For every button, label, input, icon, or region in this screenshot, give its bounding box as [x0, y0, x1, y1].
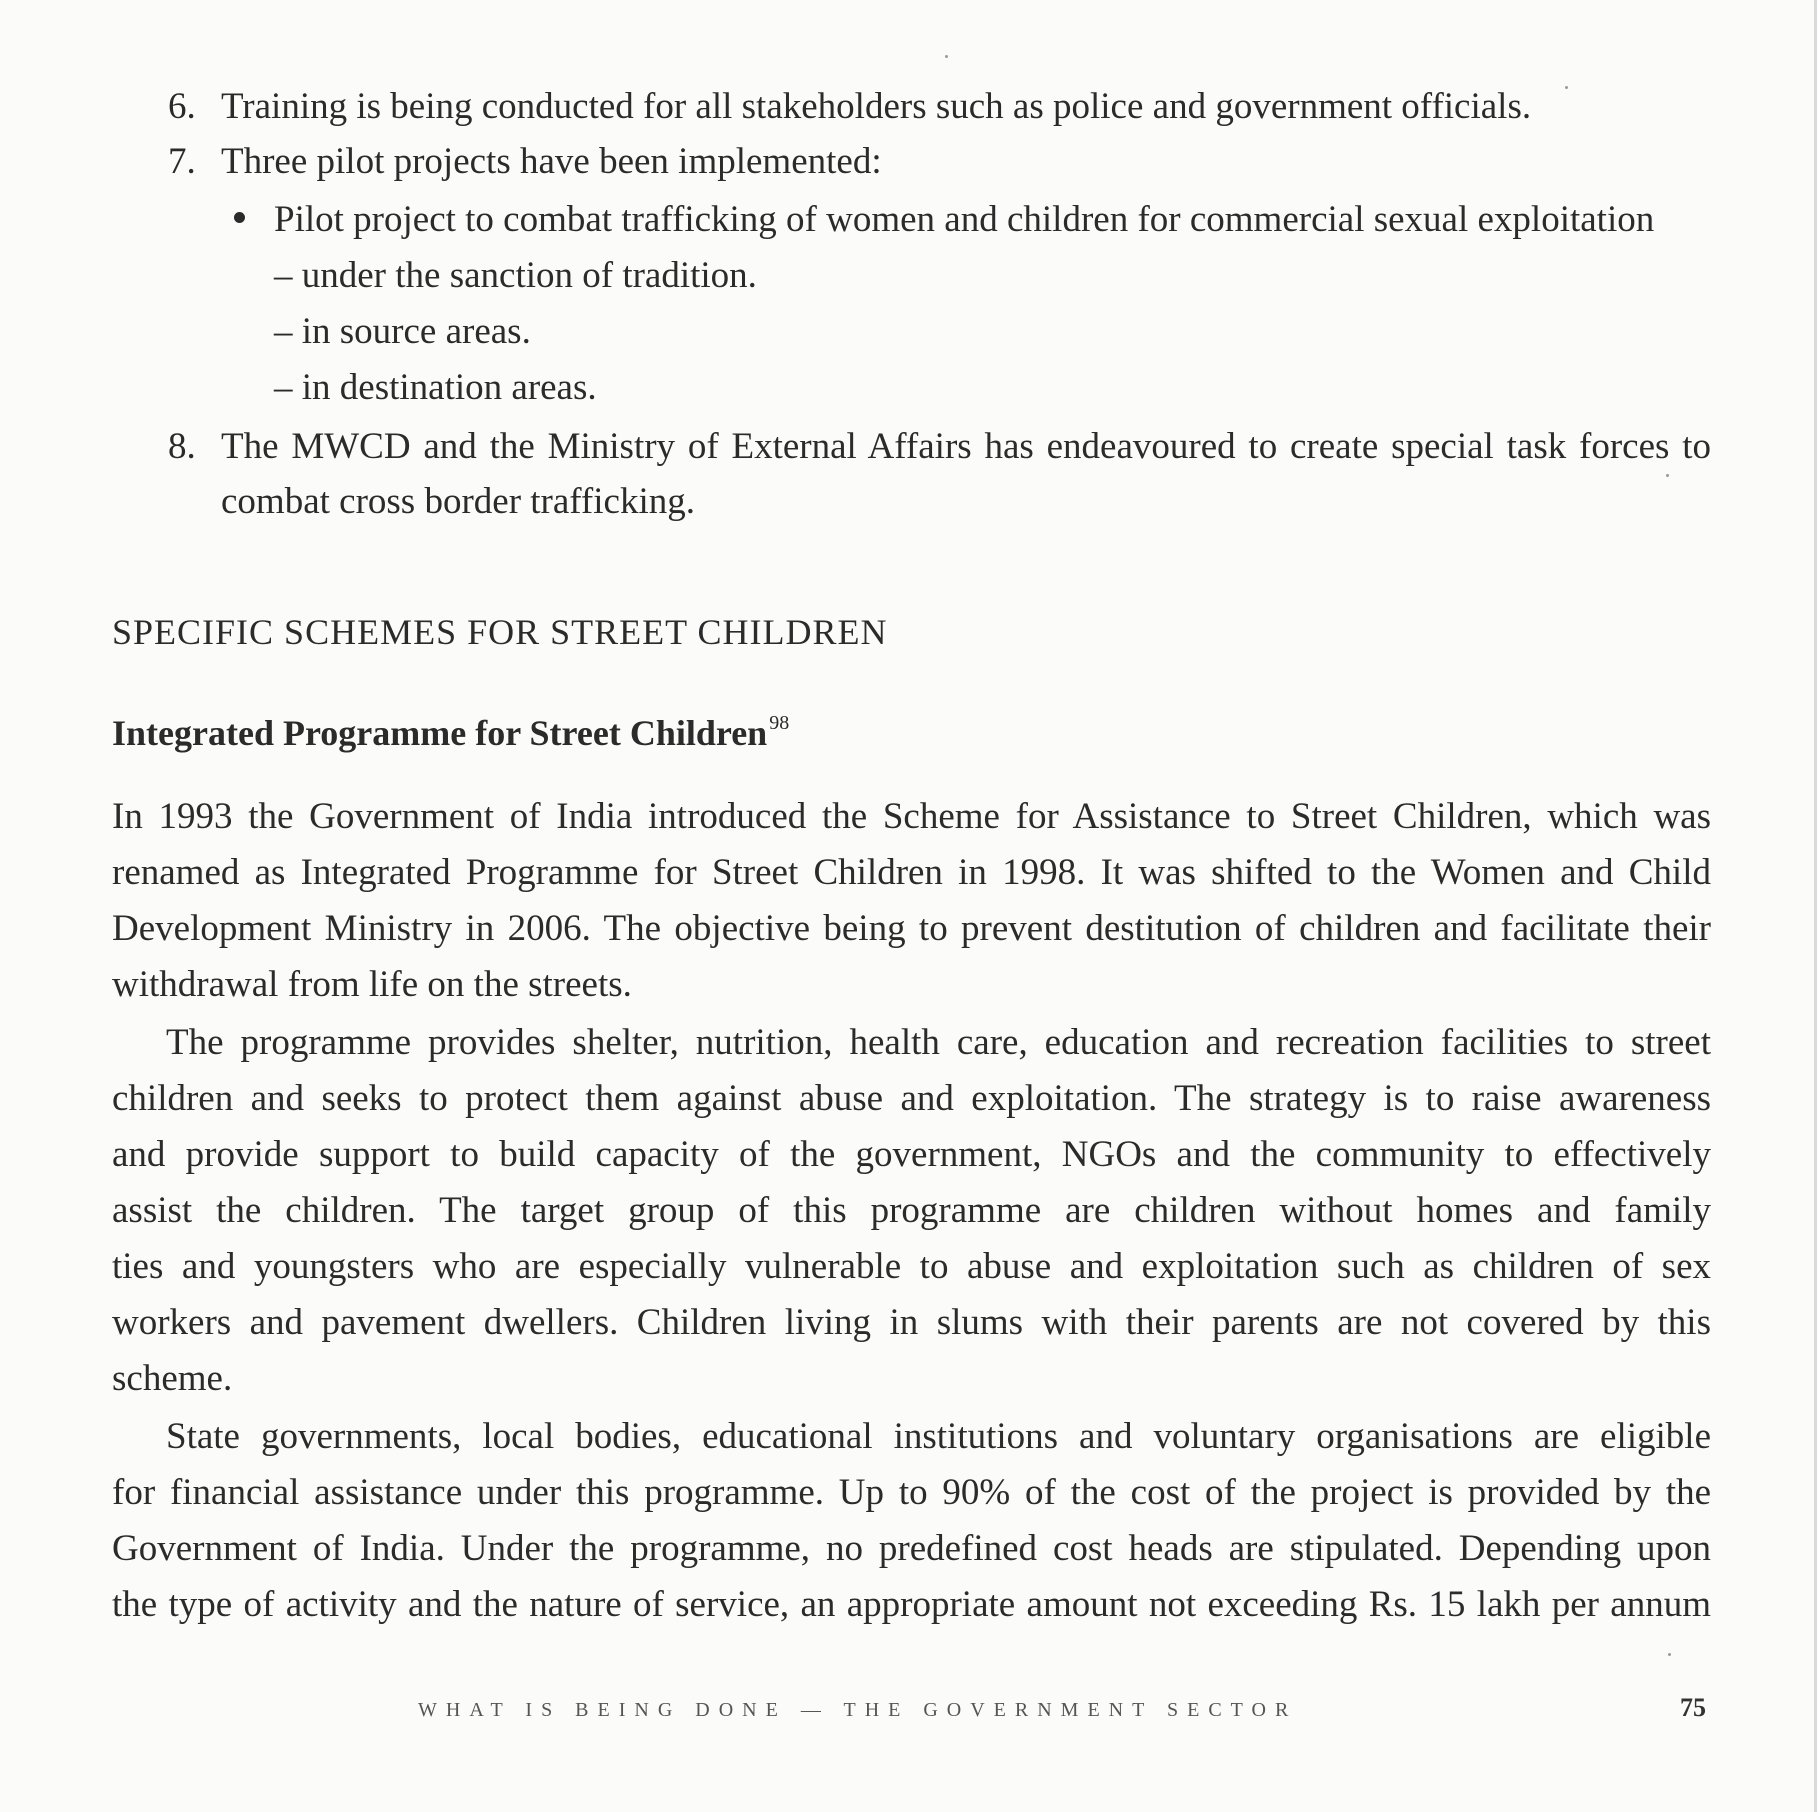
sub-item-destination-areas: – in destination areas. — [274, 367, 597, 408]
scan-speck — [1565, 86, 1568, 89]
scan-speck — [1668, 1653, 1671, 1656]
paragraph-1-line-3: Development Ministry in 2006. The objective being to prevent destitution of children and facilitate their — [112, 908, 1711, 949]
list-number-7: 7. — [168, 141, 196, 182]
list-item-7-text: Three pilot projects have been implemented: — [221, 141, 882, 182]
paragraph-2-line-4: assist the children. The target group of this programme are children without homes and family — [112, 1190, 1711, 1231]
bullet-item-text: Pilot project to combat trafficking of women and children for commercial sexual exploitation — [274, 199, 1655, 240]
paragraph-2-line-3: and provide support to build capacity of the government, NGOs and the community to effectively — [112, 1134, 1711, 1175]
scan-speck — [1666, 474, 1669, 477]
paragraph-2-line-1: The programme provides shelter, nutrition, health care, education and recreation facilities to street — [166, 1022, 1711, 1063]
paragraph-3-line-1: State governments, local bodies, educational institutions and voluntary organisations are eligible — [166, 1416, 1711, 1457]
paragraph-3-line-2: for financial assistance under this programme. Up to 90% of the cost of the project is provided by the — [112, 1472, 1711, 1513]
sub-item-tradition: – under the sanction of tradition. — [274, 255, 757, 296]
paragraph-1-line-2: renamed as Integrated Programme for Street Children in 1998. It was shifted to the Women and Child — [112, 852, 1711, 893]
section-heading: SPECIFIC SCHEMES FOR STREET CHILDREN — [112, 612, 888, 652]
paragraph-1-line-4: withdrawal from life on the streets. — [112, 964, 632, 1005]
scan-speck — [945, 55, 948, 58]
running-footer-title: WHAT IS BEING DONE — THE GOVERNMENT SECTOR — [418, 1699, 1298, 1721]
paragraph-2-line-2: children and seeks to protect them against abuse and exploitation. The strategy is to raise awareness — [112, 1078, 1711, 1119]
list-item-6-text: Training is being conducted for all stakeholders such as police and government officials. — [221, 86, 1532, 127]
sub-heading — [112, 711, 789, 761]
sub-item-source-areas: – in source areas. — [274, 311, 531, 352]
list-number-6: 6. — [168, 86, 196, 127]
paragraph-2-line-6: workers and pavement dwellers. Children living in slums with their parents are not covered by this — [112, 1302, 1711, 1343]
paragraph-3-line-3: Government of India. Under the programme, no predefined cost heads are stipulated. Depending upon — [112, 1528, 1711, 1569]
sub-heading-text: Integrated Programme for Street Children — [112, 713, 768, 753]
bullet-icon — [234, 212, 245, 223]
paragraph-2-line-7: scheme. — [112, 1358, 233, 1399]
paragraph-2-line-5: ties and youngsters who are especially vulnerable to abuse and exploitation such as children of sex — [112, 1246, 1711, 1287]
paragraph-1-line-1: In 1993 the Government of India introduced the Scheme for Assistance to Street Children, which was — [112, 796, 1711, 837]
paragraph-3-line-4: the type of activity and the nature of service, an appropriate amount not exceeding Rs. 15 lakh per annum — [112, 1584, 1711, 1625]
list-item-8-line-1: The MWCD and the Ministry of External Affairs has endeavoured to create special task forces to — [221, 426, 1711, 467]
footnote-marker: 98 — [769, 712, 790, 734]
list-number-8: 8. — [168, 426, 196, 467]
page-number: 75 — [1680, 1693, 1706, 1722]
list-item-8-line-2: combat cross border trafficking. — [221, 481, 695, 522]
